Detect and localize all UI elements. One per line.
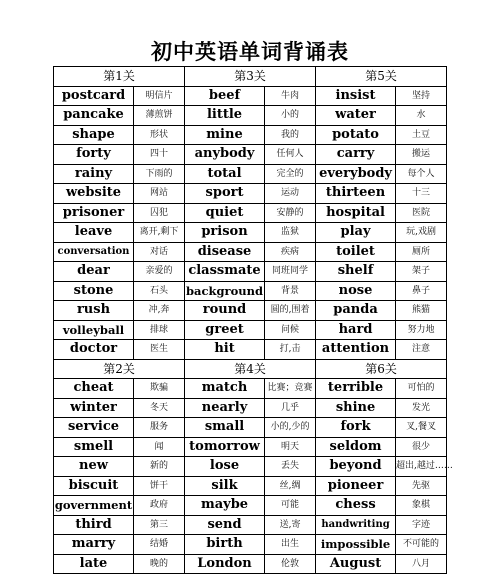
chinese-meaning: 饼干: [134, 476, 185, 496]
english-word: sport: [185, 184, 265, 204]
chinese-meaning: 可怕的: [396, 379, 447, 399]
word-row: [54, 457, 447, 477]
english-word: panda: [316, 301, 396, 321]
english-word: government: [54, 496, 134, 516]
word-row: [54, 164, 447, 184]
level-header-row: [54, 359, 447, 379]
english-word: dear: [54, 262, 134, 282]
chinese-meaning: 超出,越过……: [396, 457, 447, 477]
english-word: cheat: [54, 379, 134, 399]
chinese-meaning: 牛肉: [265, 86, 316, 106]
english-word: prison: [185, 223, 265, 243]
english-word: background: [185, 281, 265, 301]
chinese-meaning: 同班同学: [265, 262, 316, 282]
english-word: thirteen: [316, 184, 396, 204]
chinese-meaning: 背景: [265, 281, 316, 301]
chinese-meaning: 努力地: [396, 320, 447, 340]
english-word: seldom: [316, 437, 396, 457]
chinese-meaning: 第三: [134, 515, 185, 535]
chinese-meaning: 架子: [396, 262, 447, 282]
chinese-meaning: 晚的: [134, 554, 185, 574]
english-word: rainy: [54, 164, 134, 184]
english-word: conversation: [54, 242, 134, 262]
chinese-meaning: 出生: [265, 535, 316, 555]
chinese-meaning: 坚持: [396, 86, 447, 106]
english-word: fork: [316, 418, 396, 438]
english-word: winter: [54, 398, 134, 418]
chinese-meaning: 每个人: [396, 164, 447, 184]
english-word: late: [54, 554, 134, 574]
chinese-meaning: 可能: [265, 496, 316, 516]
english-word: service: [54, 418, 134, 438]
chinese-meaning: 闻: [134, 437, 185, 457]
level-header-row: [54, 67, 447, 87]
level-header: 第6关: [316, 359, 447, 379]
english-word: stone: [54, 281, 134, 301]
word-row: [54, 262, 447, 282]
english-word: small: [185, 418, 265, 438]
english-word: hit: [185, 340, 265, 360]
chinese-meaning: 结婚: [134, 535, 185, 555]
word-row: [54, 145, 447, 165]
english-word: website: [54, 184, 134, 204]
english-word: shape: [54, 125, 134, 145]
chinese-meaning: 伦敦: [265, 554, 316, 574]
english-word: maybe: [185, 496, 265, 516]
chinese-meaning: 冬天: [134, 398, 185, 418]
english-word: disease: [185, 242, 265, 262]
chinese-meaning: 丢失: [265, 457, 316, 477]
chinese-meaning: 运动: [265, 184, 316, 204]
chinese-meaning: 监狱: [265, 223, 316, 243]
word-row: [54, 106, 447, 126]
chinese-meaning: 冲,奔: [134, 301, 185, 321]
english-word: beyond: [316, 457, 396, 477]
chinese-meaning: 十三: [396, 184, 447, 204]
english-word: anybody: [185, 145, 265, 165]
english-word: third: [54, 515, 134, 535]
word-row: [54, 418, 447, 438]
english-word: biscuit: [54, 476, 134, 496]
level-header: 第2关: [54, 359, 185, 379]
word-row: [54, 340, 447, 360]
english-word: handwriting: [316, 515, 396, 535]
word-row: [54, 223, 447, 243]
english-word: new: [54, 457, 134, 477]
word-row: [54, 320, 447, 340]
english-word: volleyball: [54, 320, 134, 340]
word-row: [54, 476, 447, 496]
chinese-meaning: 疾病: [265, 242, 316, 262]
word-row: [54, 398, 447, 418]
english-word: shelf: [316, 262, 396, 282]
level-header: 第5关: [316, 67, 447, 87]
english-word: rush: [54, 301, 134, 321]
chinese-meaning: 我的: [265, 125, 316, 145]
chinese-meaning: 明天: [265, 437, 316, 457]
chinese-meaning: 医院: [396, 203, 447, 223]
chinese-meaning: 离开,剩下: [134, 223, 185, 243]
english-word: marry: [54, 535, 134, 555]
english-word: smell: [54, 437, 134, 457]
chinese-meaning: 玩,戏剧: [396, 223, 447, 243]
chinese-meaning: 网站: [134, 184, 185, 204]
english-word: hospital: [316, 203, 396, 223]
chinese-meaning: 很少: [396, 437, 447, 457]
chinese-meaning: 囚犯: [134, 203, 185, 223]
english-word: shine: [316, 398, 396, 418]
chinese-meaning: 注意: [396, 340, 447, 360]
chinese-meaning: 新的: [134, 457, 185, 477]
chinese-meaning: 象棋: [396, 496, 447, 516]
english-word: forty: [54, 145, 134, 165]
english-word: lose: [185, 457, 265, 477]
chinese-meaning: 熊猫: [396, 301, 447, 321]
chinese-meaning: 薄煎饼: [134, 106, 185, 126]
english-word: prisoner: [54, 203, 134, 223]
english-word: insist: [316, 86, 396, 106]
word-row: [54, 281, 447, 301]
english-word: chess: [316, 496, 396, 516]
chinese-meaning: 打,击: [265, 340, 316, 360]
chinese-meaning: 不可能的: [396, 535, 447, 555]
english-word: August: [316, 554, 396, 574]
chinese-meaning: 发光: [396, 398, 447, 418]
chinese-meaning: 水: [396, 106, 447, 126]
english-word: mine: [185, 125, 265, 145]
english-word: pancake: [54, 106, 134, 126]
english-word: postcard: [54, 86, 134, 106]
english-word: match: [185, 379, 265, 399]
chinese-meaning: 对话: [134, 242, 185, 262]
english-word: greet: [185, 320, 265, 340]
chinese-meaning: 比赛；竞赛: [265, 379, 316, 399]
word-row: [54, 242, 447, 262]
word-row: [54, 554, 447, 574]
chinese-meaning: 小的,少的: [265, 418, 316, 438]
chinese-meaning: 石头: [134, 281, 185, 301]
english-word: birth: [185, 535, 265, 555]
word-row: [54, 437, 447, 457]
english-word: total: [185, 164, 265, 184]
chinese-meaning: 政府: [134, 496, 185, 516]
chinese-meaning: 问候: [265, 320, 316, 340]
english-word: terrible: [316, 379, 396, 399]
english-word: toilet: [316, 242, 396, 262]
english-word: quiet: [185, 203, 265, 223]
english-word: carry: [316, 145, 396, 165]
chinese-meaning: 服务: [134, 418, 185, 438]
chinese-meaning: 亲爱的: [134, 262, 185, 282]
word-row: [54, 515, 447, 535]
english-word: leave: [54, 223, 134, 243]
chinese-meaning: 几乎: [265, 398, 316, 418]
english-word: potato: [316, 125, 396, 145]
english-word: impossible: [316, 535, 396, 555]
chinese-meaning: 先驱: [396, 476, 447, 496]
chinese-meaning: 圆的,围着: [265, 301, 316, 321]
chinese-meaning: 八月: [396, 554, 447, 574]
english-word: London: [185, 554, 265, 574]
english-word: little: [185, 106, 265, 126]
chinese-meaning: 鼻子: [396, 281, 447, 301]
chinese-meaning: 明信片: [134, 86, 185, 106]
word-row: [54, 184, 447, 204]
chinese-meaning: 送,寄: [265, 515, 316, 535]
chinese-meaning: 排球: [134, 320, 185, 340]
chinese-meaning: 搬运: [396, 145, 447, 165]
english-word: nose: [316, 281, 396, 301]
chinese-meaning: 欺骗: [134, 379, 185, 399]
word-row: [54, 535, 447, 555]
chinese-meaning: 安静的: [265, 203, 316, 223]
word-row: [54, 125, 447, 145]
level-header: 第1关: [54, 67, 185, 87]
vocabulary-table: [53, 66, 453, 574]
word-row: [54, 379, 447, 399]
chinese-meaning: 下雨的: [134, 164, 185, 184]
english-word: hard: [316, 320, 396, 340]
word-row: [54, 496, 447, 516]
chinese-meaning: 小的: [265, 106, 316, 126]
english-word: water: [316, 106, 396, 126]
chinese-meaning: 形状: [134, 125, 185, 145]
english-word: attention: [316, 340, 396, 360]
english-word: tomorrow: [185, 437, 265, 457]
word-row: [54, 301, 447, 321]
level-header: 第4关: [185, 359, 316, 379]
level-header: 第3关: [185, 67, 316, 87]
chinese-meaning: 丝,绸: [265, 476, 316, 496]
english-word: silk: [185, 476, 265, 496]
english-word: classmate: [185, 262, 265, 282]
chinese-meaning: 任何人: [265, 145, 316, 165]
chinese-meaning: 完全的: [265, 164, 316, 184]
page-title: 初中英语单词背诵表: [151, 40, 349, 64]
word-row: [54, 203, 447, 223]
english-word: play: [316, 223, 396, 243]
chinese-meaning: 字迹: [396, 515, 447, 535]
english-word: send: [185, 515, 265, 535]
english-word: pioneer: [316, 476, 396, 496]
word-row: [54, 86, 447, 106]
chinese-meaning: 土豆: [396, 125, 447, 145]
chinese-meaning: 厕所: [396, 242, 447, 262]
english-word: beef: [185, 86, 265, 106]
chinese-meaning: 医生: [134, 340, 185, 360]
english-word: doctor: [54, 340, 134, 360]
english-word: nearly: [185, 398, 265, 418]
chinese-meaning: 叉,餐叉: [396, 418, 447, 438]
chinese-meaning: 四十: [134, 145, 185, 165]
english-word: round: [185, 301, 265, 321]
english-word: everybody: [316, 164, 396, 184]
